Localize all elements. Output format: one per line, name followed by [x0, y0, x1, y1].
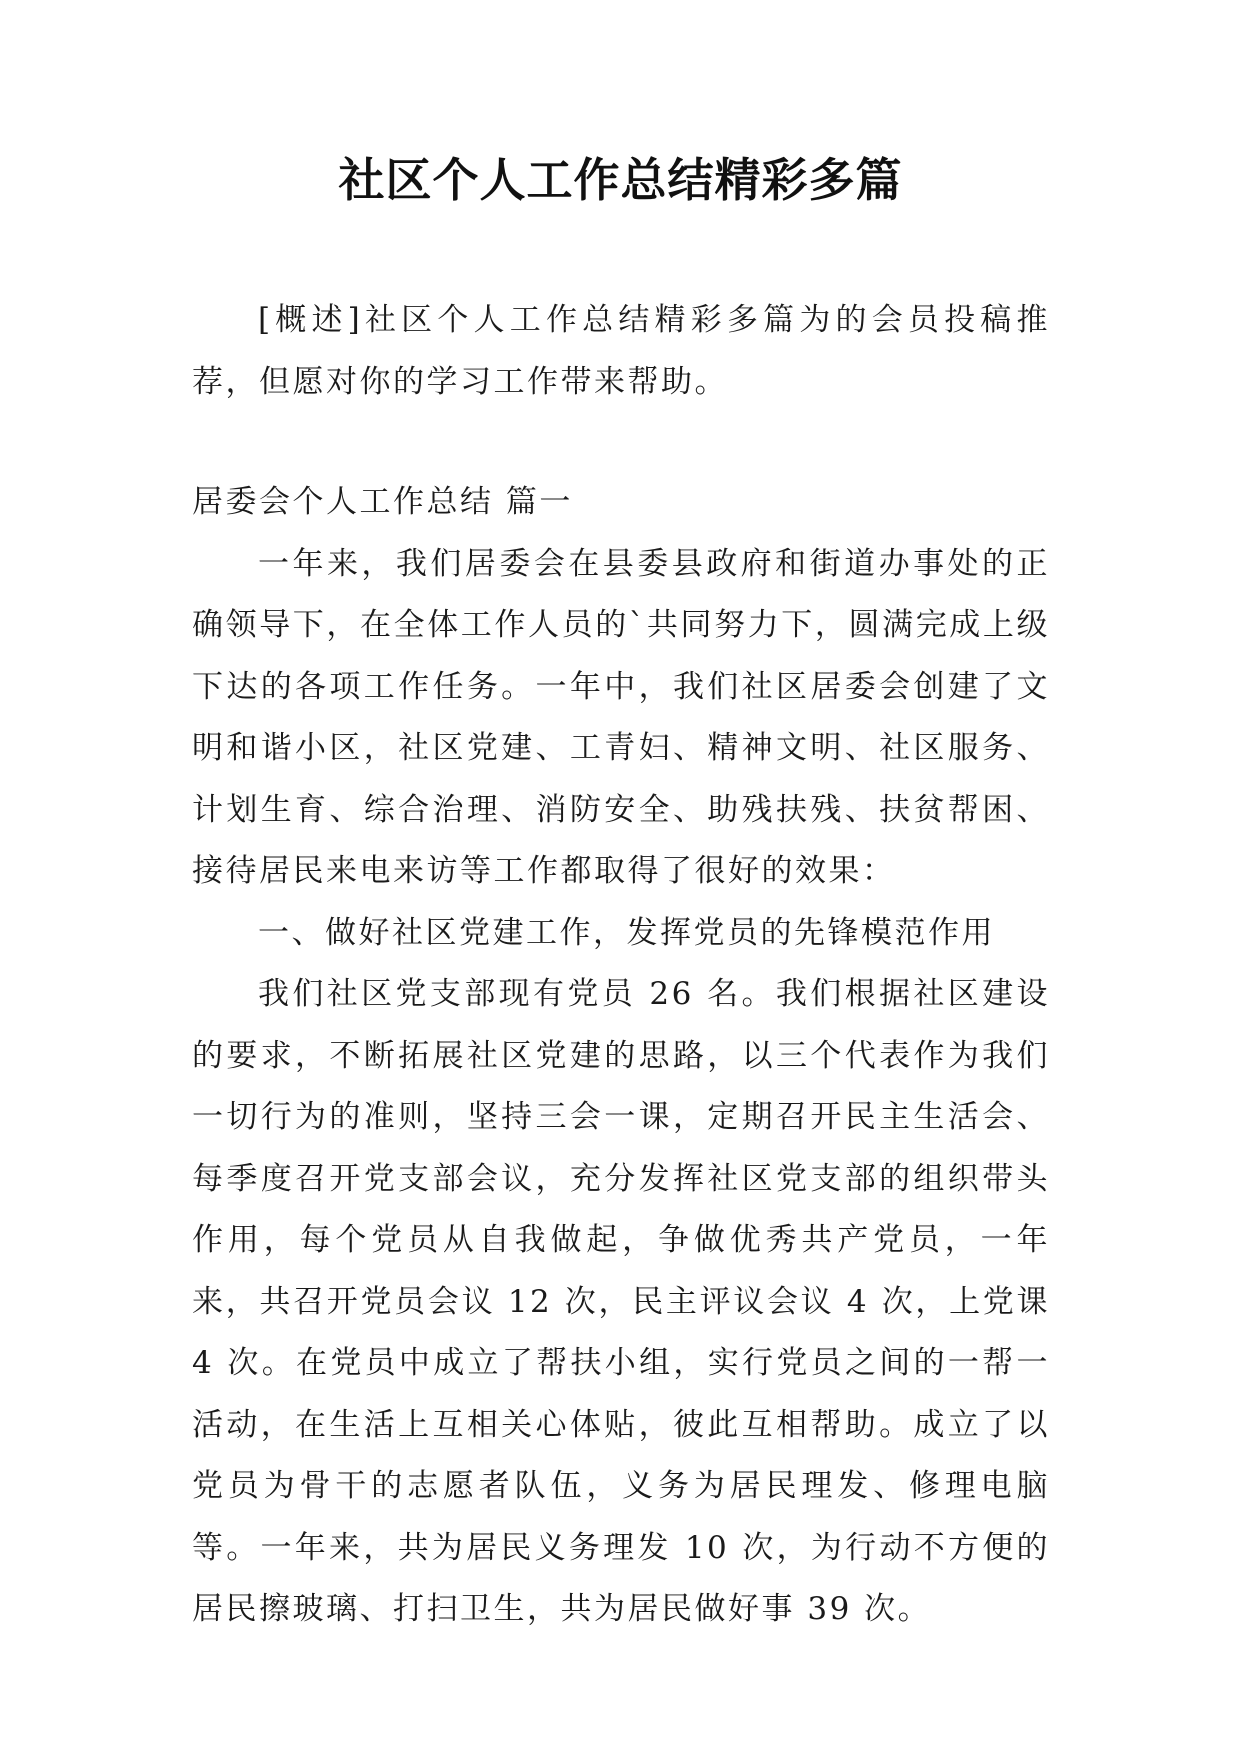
body-paragraph-intro: 一年来，我们居委会在县委县政府和街道办事处的正确领导下，在全体工作人员的`共同努力下，圆满完成上级下达的各项工作任务。一年中，我们社区居委会创建了文明和谐小区，社区党建、工青妇、精神文明、社区服务、计划生育、综合治理、消防安全、助残扶残、扶贫帮困、接待居民来电来访等工作都取得了很好的效果：: [192, 545, 1050, 889]
summary-paragraph: [概述]社区个人工作总结精彩多篇为的会员投稿推荐，但愿对你的学习工作带来帮助。: [192, 302, 1050, 400]
paragraph-spacer: [192, 413, 1050, 472]
document-body: [192, 290, 1050, 1641]
body-paragraph-party-branch: 我们社区党支部现有党员 26 名。我们根据社区建设的要求，不断拓展社区党建的思路，以三个代表作为我们一切行为的准则，坚持三会一课，定期召开民主生活会、每季度召开党支部会议，充分发挥社区党支部的组织带头作用，每个党员从自我做起，争做优秀共产党员，一年来，共召开党员会议 12 次，民主评议会议 4 次，上党课 4 次。在党员中成立了帮扶小组，实行党员之间的一帮一活动，在生活上互相关心体贴，彼此互相帮助。成立了以党员为骨干的志愿者队伍，义务为居民理发、修理电脑等。一年来，共为居民义务理发 10 次，为行动不方便的居民擦玻璃、打扫卫生，共为居民做好事 39 次。: [192, 976, 1050, 1627]
document-title: 社区个人工作总结精彩多篇: [338, 153, 903, 207]
section-heading: 居委会个人工作总结 篇一: [192, 484, 573, 520]
body-subheading-party-building: 一、做好社区党建工作，发挥党员的先锋模范作用: [258, 914, 995, 951]
